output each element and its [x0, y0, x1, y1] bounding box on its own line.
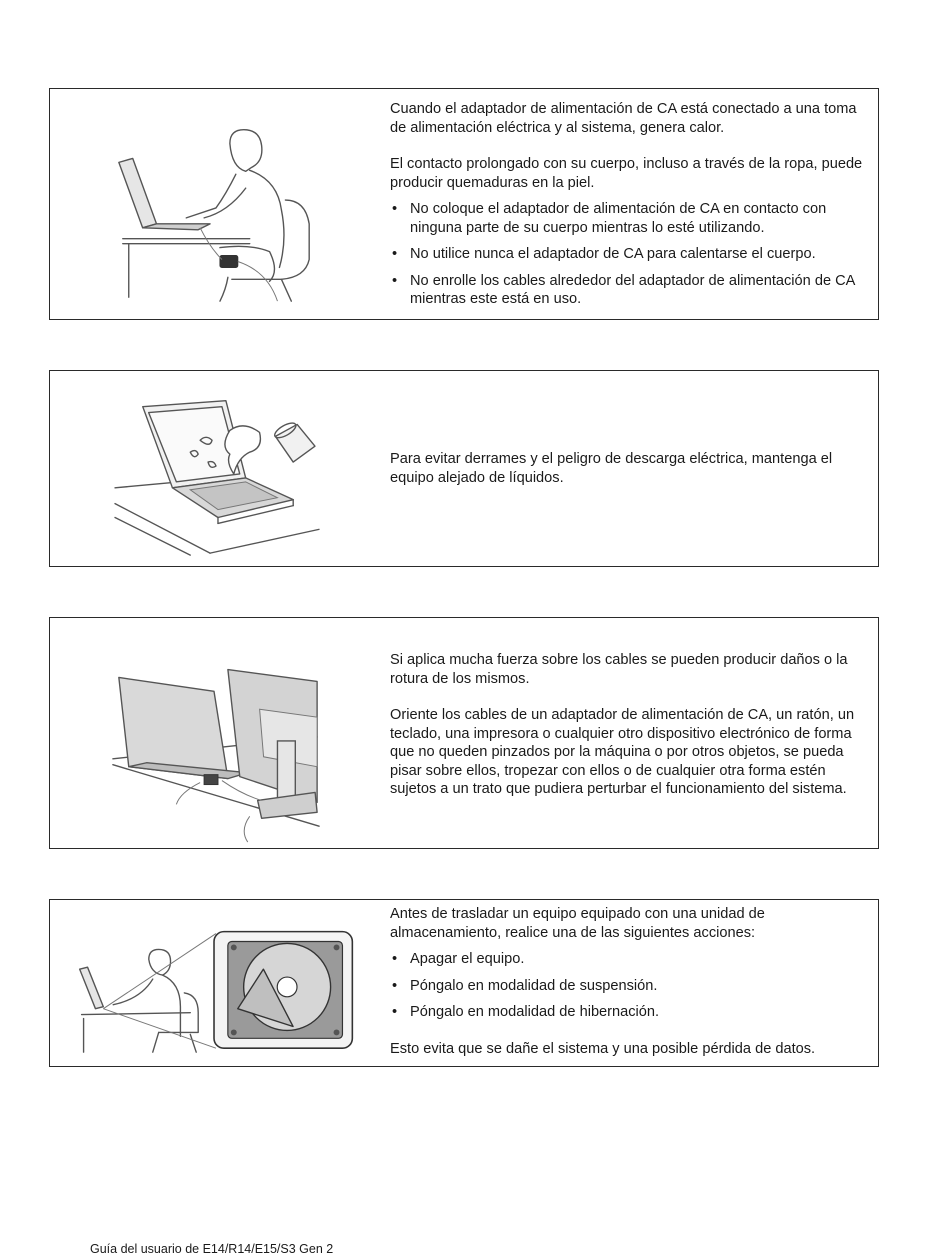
list-item: • No enrolle los cables alrededor del adaptador de alimentación de CA mientras este está en uso.	[390, 272, 870, 309]
storage-intro: Antes de trasladar un equipo equipado con una unidad de almacenamiento, realice una de las siguientes acciones:	[390, 906, 765, 941]
storage-outro: Esto evita que se dañe el sistema y una posible pérdida de datos.	[390, 1040, 816, 1057]
liquid-spill-illustration-icon	[50, 371, 380, 566]
heat-paragraph-1: Cuando el adaptador de alimentación de CA está conectado a una toma de alimentación eléctrica y al sistema, genera calor.	[390, 101, 857, 136]
cable-damage-illustration-icon	[50, 618, 380, 848]
list-item: • Póngalo en modalidad de suspensión.	[390, 977, 870, 996]
list-item: • Póngalo en modalidad de hibernación.	[390, 1003, 870, 1022]
heat-paragraph-2: El contacto prolongado con su cuerpo, incluso a través de la ropa, puede producir quemaduras en la piel.	[390, 156, 863, 191]
list-item: • No coloque el adaptador de alimentación de CA en contacto con ninguna parte de su cuerpo mientras lo esté utilizando.	[390, 200, 870, 237]
cables-paragraph-2: Oriente los cables de un adaptador de alimentación de CA, un ratón, un teclado, una impresora o cualquier otro dispositivo electrónico de forma que no queden pinzados por la máquina o por otros objetos, se pueda pisar sobre ellos, tropezar con ellos o de cualquier otra forma estén sujetos a un trato que pudiera perturbar el funcionamiento del sistema.	[390, 707, 855, 797]
warning-panel-cables	[49, 617, 879, 849]
storage-bullet-list	[390, 950, 870, 1022]
list-item: • Apagar el equipo.	[390, 950, 870, 969]
warning-panel-heat	[49, 88, 879, 320]
list-item: • No utilice nunca el adaptador de CA para calentarse el cuerpo.	[390, 245, 870, 264]
warning-panel-storage	[49, 899, 879, 1067]
hard-drive-illustration-icon	[50, 900, 380, 1066]
liquids-paragraph: Para evitar derrames y el peligro de descarga eléctrica, mantenga el equipo alejado de líquidos.	[390, 451, 833, 486]
heat-bullet-list	[390, 200, 870, 309]
hot-adapter-illustration-icon	[50, 89, 380, 319]
page-footer: Guía del usuario de E14/R14/E15/S3 Gen 2	[90, 1242, 334, 1256]
warning-panel-liquids	[49, 370, 879, 567]
cables-paragraph-1: Si aplica mucha fuerza sobre los cables se pueden producir daños o la rotura de los mismos.	[390, 652, 848, 687]
